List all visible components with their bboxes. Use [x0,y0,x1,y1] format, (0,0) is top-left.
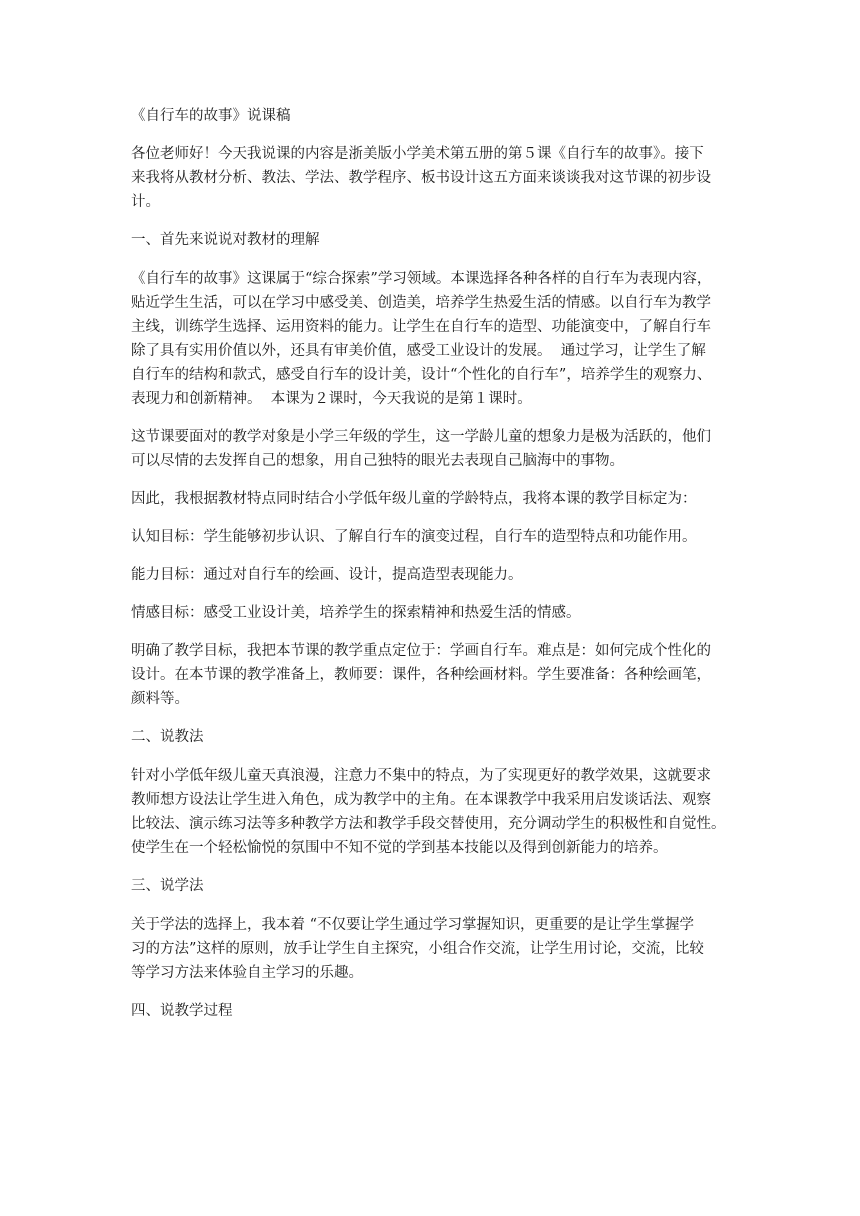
document-body [131,104,731,1038]
text-line: 可以尽情的去发挥自己的想象，用自己独特的眼光去表现自己脑海中的事物。 [131,453,624,469]
key-points-paragraph [131,639,731,711]
heading-line: 三、说学法 [131,878,204,894]
text-line: 表现力和创新精神。 本课为２课时，今天我说的是第１课时。 [131,391,532,407]
title-line: 《自行车的故事》说课稿 [131,108,291,124]
text-line: 《自行车的故事》这课属于“综合探索”学习领域。本课选择各种各样的自行车为表现内容， [131,271,712,287]
text-line: 设计。在本节课的教学准备上，教师要：课件，各种绘画材料。学生要准备：各种绘画笔， [131,667,711,683]
text-line: 能力目标：通过对自行车的绘画、设计，提高造型表现能力。 [131,567,523,583]
section-heading-learning-methods [131,874,731,898]
text-line: 各位老师好！今天我说课的内容是浙美版小学美术第五册的第５课《自行车的故事》。接下 [131,146,704,162]
text-line: 自行车的结构和款式，感受自行车的设计美，设计“个性化的自行车”，培养学生的观察力、 [131,367,712,383]
teaching-methods-paragraph [131,764,731,860]
text-line: 计。 [131,194,160,210]
section-heading-textbook [131,228,731,252]
text-line: 关于学法的选择上，我本着 “不仅要让学生通过学习掌握知识，更重要的是让学生掌握学 [131,917,695,933]
heading-line: 四、说教学过程 [131,1003,233,1019]
text-line: 习的方法”这样的原则，放手让学生自主探究，小组合作交流，让学生用讨论，交流，比较 [131,941,704,957]
learning-methods-paragraph [131,913,731,985]
text-line: 颜料等。 [131,691,189,707]
text-line: 主线，训练学生选择、运用资料的能力。让学生在自行车的造型、功能演变中，了解自行车 [131,319,711,335]
textbook-analysis-paragraph [131,267,731,411]
ability-goal-paragraph [131,563,731,587]
text-line: 因此，我根据教材特点同时结合小学低年级儿童的学龄特点，我将本课的教学目标定为： [131,491,697,507]
text-line: 贴近学生生活，可以在学习中感受美、创造美，培养学生热爱生活的情感。以自行车为教学 [131,295,711,311]
goals-intro-paragraph [131,487,731,511]
text-line: 这节课要面对的教学对象是小学三年级的学生，这一学龄儿童的想象力是极为活跃的，他们 [131,429,711,445]
text-line: 比较法、演示练习法等多种教学方法和教学手段交替使用，充分调动学生的积极性和自觉性。 [131,816,726,832]
text-line: 使学生在一个轻松愉悦的氛围中不知不觉的学到基本技能以及得到创新能力的培养。 [131,840,668,856]
text-line: 针对小学低年级儿童天真浪漫，注意力不集中的特点，为了实现更好的教学效果，这就要求 [131,768,711,784]
text-line: 明确了教学目标，我把本节课的教学重点定位于：学画自行车。难点是：如何完成个性化的 [131,643,711,659]
text-line: 认知目标：学生能够初步认识、了解自行车的演变过程，自行车的造型特点和功能作用。 [131,529,697,545]
text-line: 教师想方设法让学生进入角色，成为教学中的主角。在本课教学中我采用启发谈话法、观察 [131,792,711,808]
text-line: 情感目标：感受工业设计美，培养学生的探索精神和热爱生活的情感。 [131,605,581,621]
section-heading-teaching-methods [131,725,731,749]
students-paragraph [131,425,731,473]
section-heading-teaching-process [131,999,731,1023]
document-title [131,104,731,128]
text-line: 除了具有实用价值以外，还具有审美价值，感受工业设计的发展。 通过学习，让学生了解 [131,343,706,359]
heading-line: 二、说教法 [131,729,204,745]
text-line: 来我将从教材分析、教法、学法、教学程序、板书设计这五方面来谈谈我对这节课的初步设 [131,170,711,186]
intro-paragraph [131,142,731,214]
cognitive-goal-paragraph [131,525,731,549]
text-line: 等学习方法来体验自主学习的乐趣。 [131,965,363,981]
heading-line: 一、首先来说说对教材的理解 [131,232,320,248]
emotion-goal-paragraph [131,601,731,625]
